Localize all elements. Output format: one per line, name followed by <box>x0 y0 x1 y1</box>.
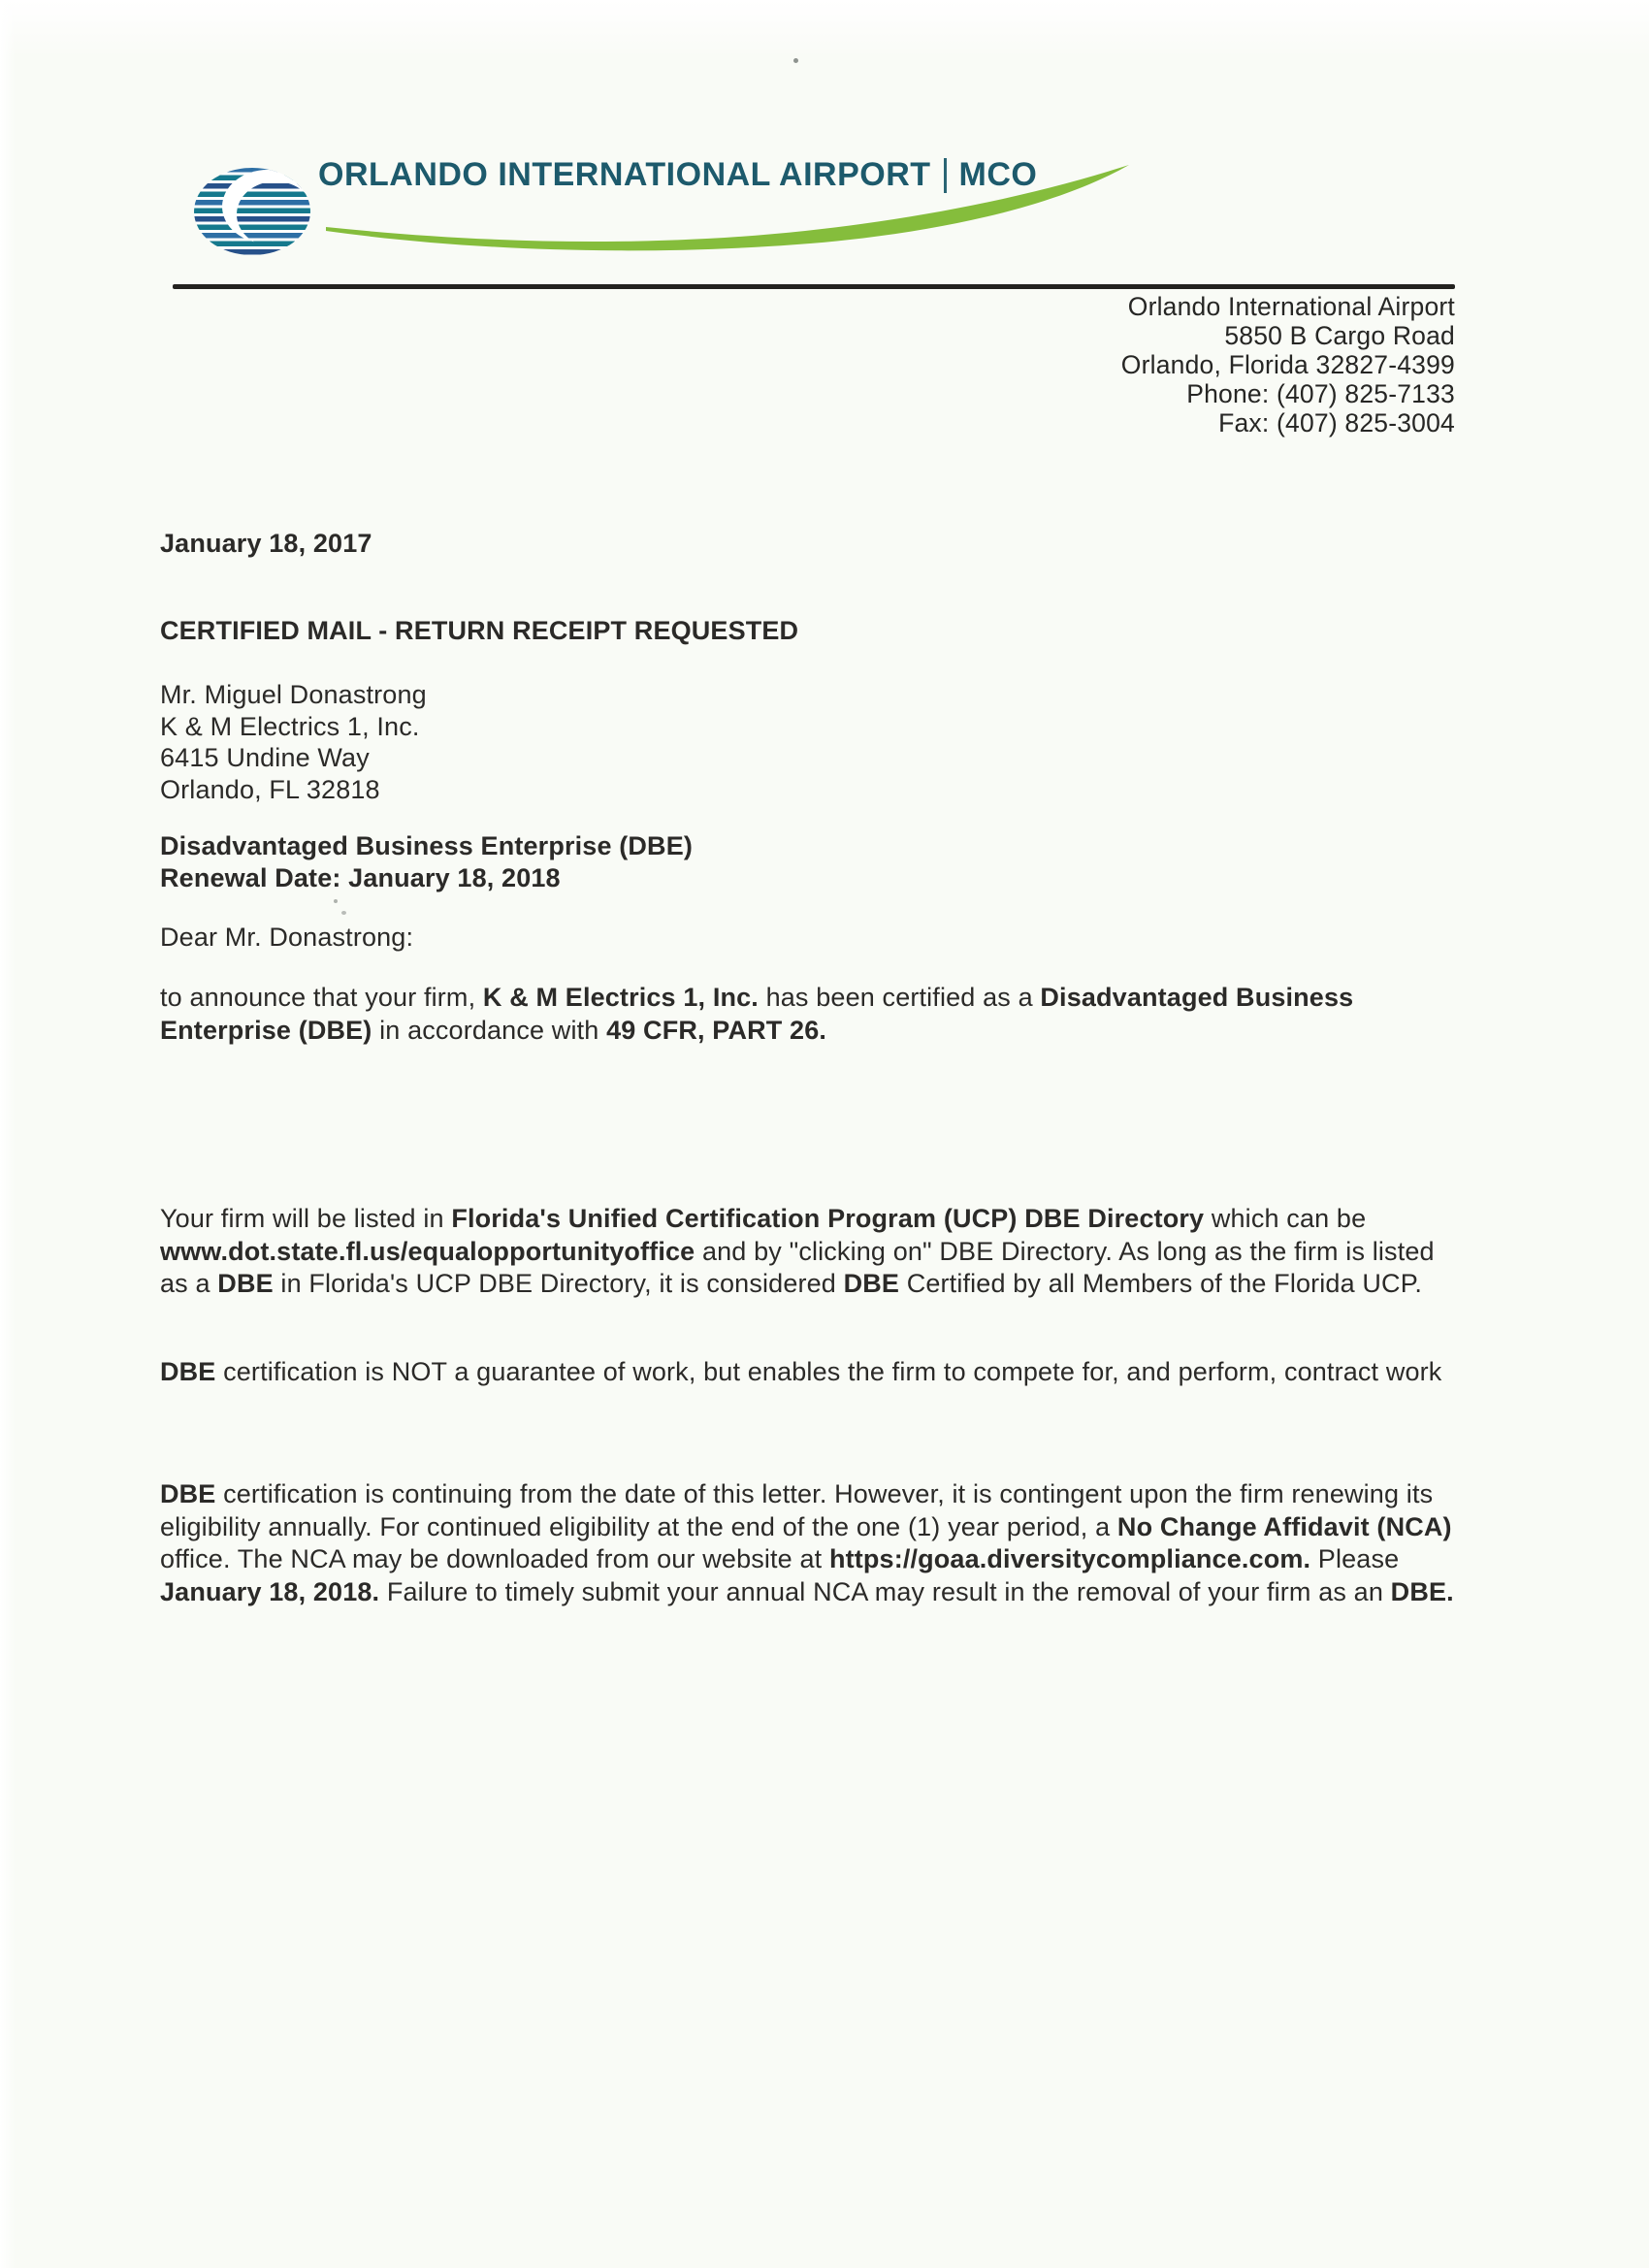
logo-airport-name: ORLANDO INTERNATIONAL AIRPORT <box>318 156 931 193</box>
scan-speck <box>793 58 798 63</box>
logo-divider <box>944 158 947 193</box>
logo-wordmark <box>318 156 1037 194</box>
subject-block: Disadvantaged Business Enterprise (DBE) Renewal Date: January 18, 2018 <box>160 831 694 892</box>
mail-type-line: CERTIFIED MAIL - RETURN RECEIPT REQUESTED <box>160 616 799 645</box>
return-address: Orlando International Airport 5850 B Cargo Road Orlando, Florida 32827-4399 Phone: (407) 825-7133 Fax: (407) 825-3004 <box>1120 292 1455 437</box>
letter-date: January 18, 2017 <box>160 529 372 558</box>
paragraph-renewal: DBE certification is continuing from the date of this letter. However, it is contingent upon the firm renewing its eligibility annually. For continued eligibility at the end of the one (1) year period, a No Change Affidavit (NCA) office. The NCA may be downloaded from our website at https://goaa.diversitycompliance.com. Please January 18, 2018. Failure to timely submit your annual NCA may result in the removal of your firm as an DBE. <box>160 1479 1454 1606</box>
globe-icon <box>194 167 318 256</box>
paragraph-certification: to announce that your firm, K & M Electrics 1, Inc. has been certified as a Disadvantaged Business Enterprise (DBE) in accordance with 49 CFR, PART 26. <box>160 983 1354 1045</box>
recipient-address: Mr. Miguel Donastrong K & M Electrics 1, Inc. 6415 Undine Way Orlando, FL 32818 <box>160 680 427 804</box>
salutation: Dear Mr. Donastrong: <box>160 923 414 952</box>
header-rule <box>173 284 1455 289</box>
paragraph-not-guarantee: DBE certification is NOT a guarantee of work, but enables the firm to compete for, and perform, contract work <box>160 1357 1442 1386</box>
scan-speck <box>334 899 338 903</box>
scan-speck <box>341 911 346 915</box>
airport-letterhead <box>0 0 1649 291</box>
paragraph-ucp-directory: Your firm will be listed in Florida's Unified Certification Program (UCP) DBE Directory which can be www.dot.state.fl.us/equalopportunityoffice and by "clicking on" DBE Directory. As long as the firm is listed as a DBE in Florida's UCP DBE Directory, it is considered DBE Certified by all Members of the Florida UCP. <box>160 1204 1435 1298</box>
logo-airport-code: MCO <box>958 156 1038 193</box>
